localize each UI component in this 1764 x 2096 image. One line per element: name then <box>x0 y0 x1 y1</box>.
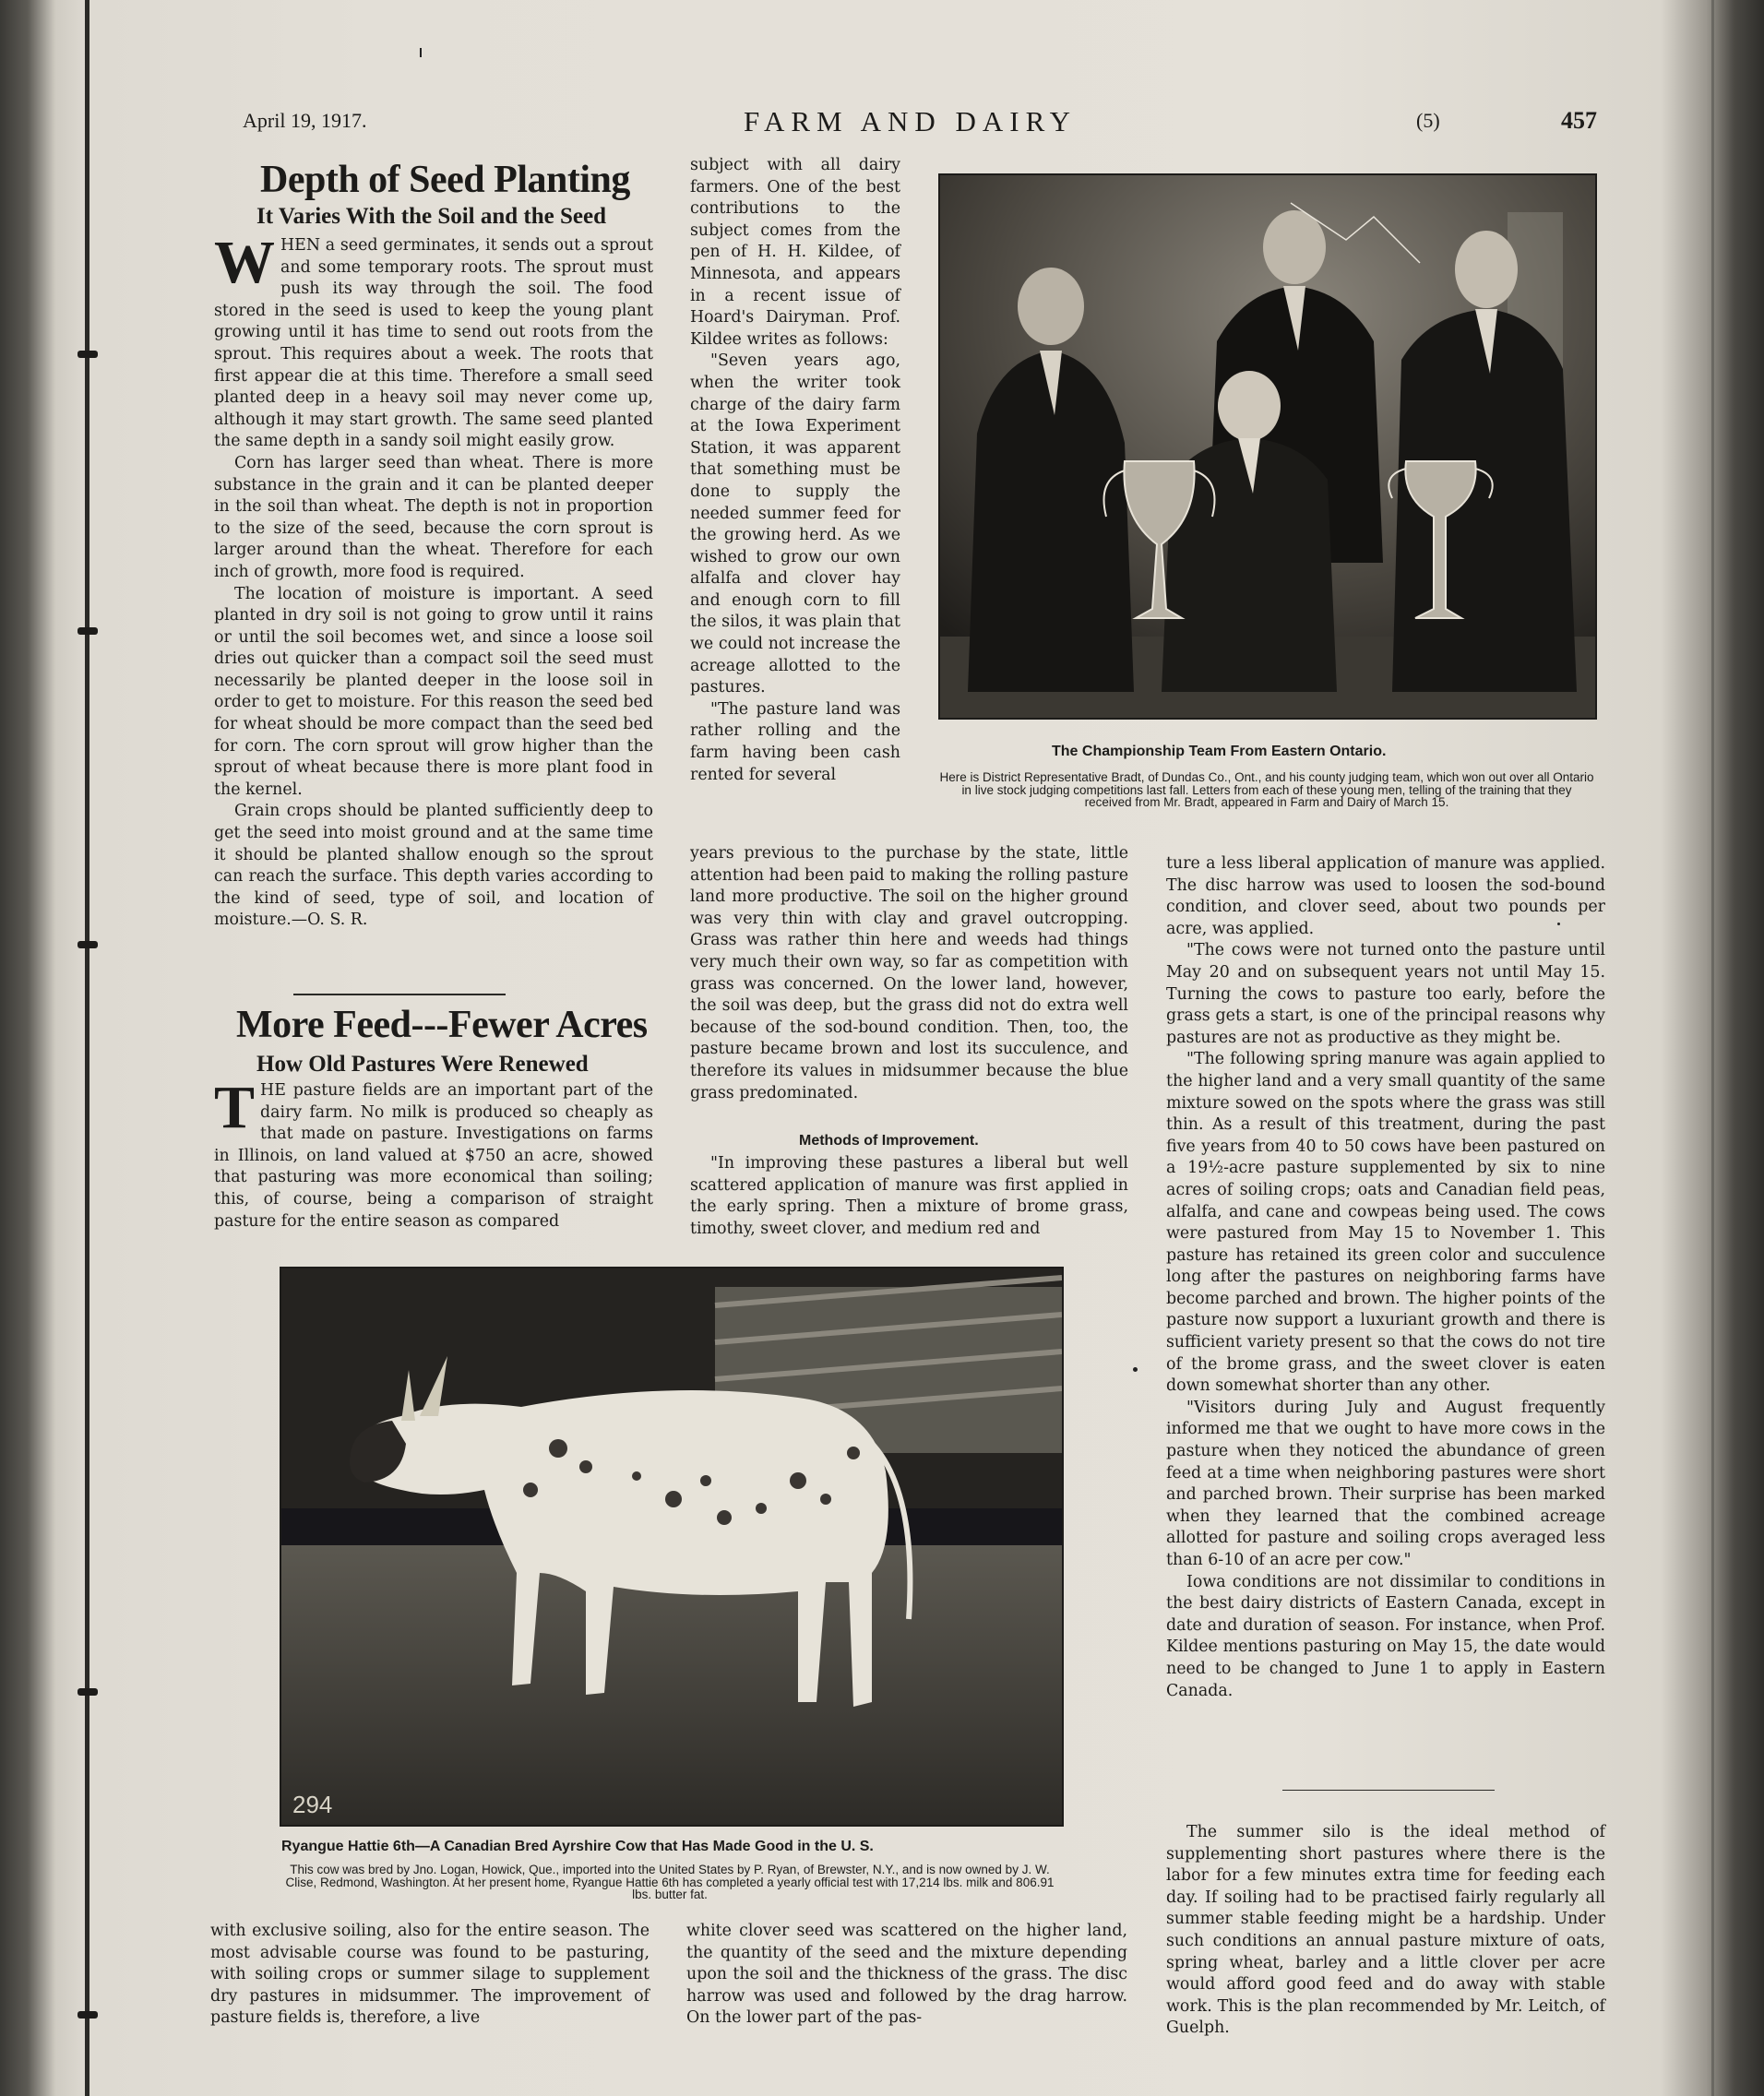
cow-photo <box>280 1267 1064 1827</box>
paragraph: "In improving these pastures a liberal but well scattered application of manure was first applied in the early spring. Then a mixture of brome grass, timothy, sweet clover, and medium red and <box>690 1154 1128 1238</box>
article-2-middle-column <box>690 155 900 786</box>
cow-photo-caption-body: This cow was bred by Jno. Logan, Howick, Que., imported into the United States by P. Ryan, of Brewster, N.Y., and is now owned by J. W. Clise, Redmond, Washington. At her present home, Ryangue Hattie 6th has completed a yearly official test with 17,214 lbs. milk and 806.91 lbs. butter fat. <box>285 1863 1055 1901</box>
print-speck <box>420 48 422 57</box>
cow-photo-caption-title: Ryangue Hattie 6th—A Canadian Bred Ayrshire Cow that Has Made Good in the U. S. <box>281 1839 874 1854</box>
column-divider <box>1282 1790 1495 1791</box>
section-number: (5) <box>1416 109 1440 132</box>
article-1-body <box>214 229 653 932</box>
article-2-bottom-middle <box>686 1921 1127 2030</box>
paragraph: subject with all dairy farmers. One of the best contributions to the subject comes from the pen of H. H. Kildee, of Minnesota, and appears in a recent issue of Hoard's Dairyman. Prof. Kildee writes as follows: <box>690 156 900 349</box>
issue-date: April 19, 1917. <box>243 109 367 132</box>
paragraph: "The cows were not turned onto the pasture until May 20 and on subsequent years not until May 15. Turning the cows to pasture too early, before the grass gets a start, is one of the principal reasons why pastures are not as productive as they might be. <box>1166 941 1605 1047</box>
paragraph: The summer silo is the ideal method of supplementing short pastures where there is the labor for a few minutes extra time for feeding each day. If soiling had to be practised fairly regularly all summer stable feeding might be a hardship. Under such conditions an annual pasture mixture of oats, spring wheat, barley and a little clover per acre would afford good feed and do away with stable work. This is the plan recommended by Mr. Leitch, of Guelph. <box>1166 1823 1605 2038</box>
paragraph: years previous to the purchase by the state, little attention had been paid to making the rolling pasture land more productive. The soil on the higher ground was very thin with clay and gravel outcropping. Grass was rather thin here and weeds had things very much their own way, so far as competition with grass was concerned. On the lower land, however, the soil was deep, but the grass did not do extra well because of the sod-bound condition. Then, too, the pasture became brown and lost its succulence, and therefore its values in midsummer because the blue grass predominated. <box>690 844 1128 1102</box>
team-photo-image <box>940 175 1595 718</box>
article-2-subtitle: How Old Pastures Were Renewed <box>256 1052 589 1077</box>
article-2-bottom-left <box>210 1921 650 2030</box>
paragraph: Corn has larger seed than wheat. There is more substance in the grain and it can be planted deeper in the soil than wheat. The depth is not in proportion to the size of the seed, because the corn sprout is larger around than the wheat. Therefore for each inch of growth, more food is required. <box>214 453 653 581</box>
plate-number: 294 <box>292 1791 333 1818</box>
paragraph: "The pasture land was rather rolling and the farm having been cash rented for several <box>690 699 900 784</box>
team-photo-caption-title: The Championship Team From Eastern Ontario. <box>1052 744 1387 759</box>
article-2-middle-column-continued <box>690 843 1128 1104</box>
page-number: 457 <box>1561 107 1597 134</box>
paragraph: "The following spring manure was again applied to the higher land and a very small quantity of the same mixture sowed on the spots where the grass was still thin. As a result of this treatment, during the past five years from 40 to 50 cows have been pastured on a 19½-acre pasture supplemented by six to nine acres of soiling crops; oats and Canadian field peas, alfalfa, and cane and cowpeas being used. The cows were pastured from May 15 to November 1. This pasture has retained its green color and succulence long after the pastures on neighboring farms have become parched and brown. The higher points of the pasture now support a luxuriant growth and there is sufficient variety present so that the cows do not tire of the brome grass, and the sweet clover is eaten down somewhat shorter than any other. <box>1166 1050 1605 1396</box>
cow-photo-image <box>281 1268 1062 1825</box>
article-1-subtitle: It Varies With the Soil and the Seed <box>256 204 607 229</box>
article-2-title: More Feed---Fewer Acres <box>236 1004 648 1046</box>
paragraph: "Visitors during July and August frequently informed me that we ought to have more cows in the pasture when they noticed the abundance of green feed at a time when neighboring pastures were short and parched brown. Their surprise has been marked when they learned that the combined acreage allotted for pasture and soiling crops averaged less than 6-10 of an acre per cow." <box>1166 1398 1605 1569</box>
dropcap: W <box>214 229 275 296</box>
paragraph: Iowa conditions are not dissimilar to conditions in the best dairy districts of Eastern Canada, except in date and duration of season. For instance, when Prof. Kildee mentions pasturing on May 15, the date would need to be changed to June 1 to apply in Eastern Canada. <box>1166 1572 1605 1700</box>
paragraph: ture a less liberal application of manure was applied. The disc harrow was used to loosen the sod-bound condition, and clover seed, about two pounds per acre, was applied. <box>1166 854 1605 938</box>
article-1-title: Depth of Seed Planting <box>260 159 630 201</box>
print-speck <box>1557 923 1560 925</box>
paragraph: HEN a seed germinates, it sends out a sprout and some temporary roots. The sprout must push its way through the soil. The food stored in the seed is used to keep the young plant growing until it has time to send out roots from the sprout. This requires about a week. The roots that first appear die at this time. Therefore a small seed planted deep in a heavy soil may never come up, although it may start growth. The same seed planted the same depth in a sandy soil might easily grow. <box>214 236 653 451</box>
methods-heading: Methods of Improvement. <box>799 1133 979 1149</box>
article-2-right-column <box>1166 853 1605 1702</box>
dropcap: T <box>214 1074 256 1141</box>
paragraph: Grain crops should be planted sufficiently deep to get the seed into moist ground and at the same time it should be planted shallow enough so the sprout can reach the surface. This depth varies according to the kind of seed, type of soil, and location of moisture.—O. S. R. <box>214 802 653 930</box>
print-speck <box>1133 1367 1138 1372</box>
masthead-title: FARM AND DAIRY <box>744 105 1077 137</box>
article-2-intro <box>214 1074 653 1233</box>
team-photo <box>938 173 1597 720</box>
silo-note <box>1166 1822 1605 2040</box>
paragraph: with exclusive soiling, also for the entire season. The most advisable course was found to be pasturing, with soiling crops or summer silage to supplement dry pastures in midsummer. The improvement of pasture fields is, therefore, a live <box>210 1922 650 2028</box>
paragraph: HE pasture fields are an important part of the dairy farm. No milk is produced so cheaply as that made on pasture. Investigations on farms in Illinois, on land valued at $750 an acre, showed that pasturing was more economical than soiling; this, of course, being a comparison of straight pasture for the entire season as compared <box>214 1081 653 1231</box>
paragraph: The location of moisture is important. A seed planted in dry soil is not going to grow until it rains or until the soil becomes wet, and since a loose soil dries out quicker than a compact soil the seed must necessarily be planted deeper in the loose soil in order to get to moisture. For this reason the seed bed for wheat should be more compact than the seed bed for corn. The corn sprout will grow higher than the sprout of wheat because there is more plant food in the kernel. <box>214 584 653 799</box>
team-photo-caption-body: Here is District Representative Bradt, of Dundas Co., Ont., and his county judging team, which won out over all Ontario in live stock judging competitions last fall. Letters from each of these young men, telling of the training that they received from Mr. Bradt, appeared in Farm and Dairy of March 15. <box>939 770 1594 809</box>
paragraph: "Seven years ago, when the writer took charge of the dairy farm at the Iowa Experiment Station, it was apparent that something must be done to supply the needed summer feed for the growing herd. As we wished to grow our own alfalfa and clover hay and enough corn to fill the silos, it was plain that we could not increase the acreage allotted to the pastures. <box>690 351 900 697</box>
paragraph: white clover seed was scattered on the higher land, the quantity of the seed and the mixture depending upon the soil and the thickness of the grass. The disc harrow was used and followed by the drag harrow. On the lower part of the pas- <box>686 1922 1127 2028</box>
article-2-methods <box>690 1153 1128 1240</box>
article-divider <box>293 994 506 995</box>
